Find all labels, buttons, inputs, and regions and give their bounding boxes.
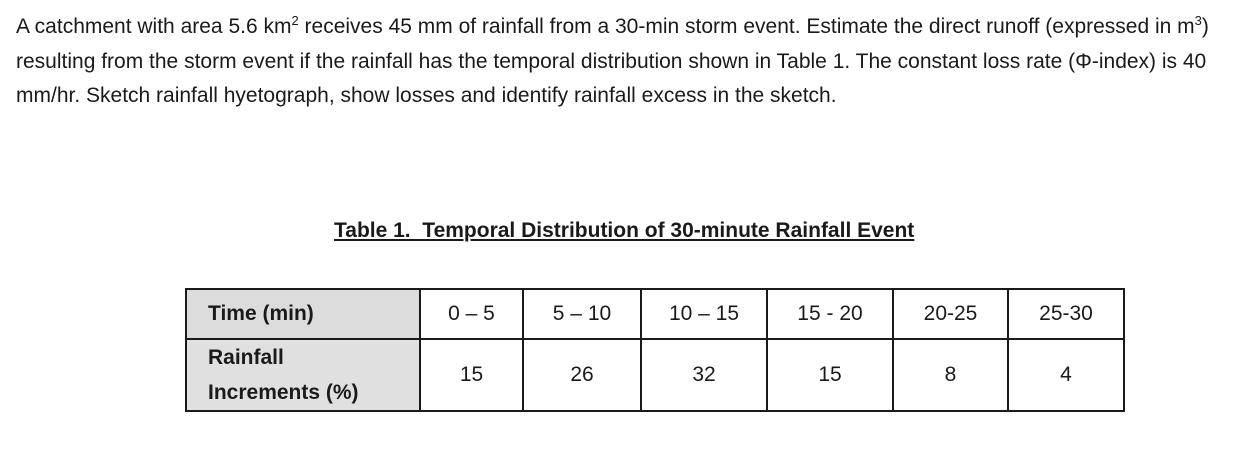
table-cell-time: 0 – 5 [420, 289, 523, 339]
rainfall-distribution-table [185, 288, 1125, 412]
problem-text-part3: ) resulting from the storm event if the rainfall has the temporal distribution shown in Table 1. The constant loss rate (Φ-index) is 40 mm/hr. Sketch rainfall hyetograph, show losses and identify rainfall excess in the sketch. [16, 15, 1209, 107]
table-cell-rainfall: 4 [1008, 339, 1124, 411]
superscript-squared: 2 [291, 13, 299, 28]
row-header-rainfall [186, 339, 420, 411]
table-cell-time: 10 – 15 [641, 289, 767, 339]
table-cell-time: 5 – 10 [523, 289, 641, 339]
problem-statement [16, 10, 1238, 114]
table-cell-rainfall: 26 [523, 339, 641, 411]
problem-text-part1: A catchment with area 5.6 km [16, 15, 292, 38]
table-cell-rainfall: 15 [420, 339, 523, 411]
table-row-time [186, 289, 1124, 339]
table-cell-time: 25-30 [1008, 289, 1124, 339]
table-cell-rainfall: 32 [641, 339, 767, 411]
superscript-cubed: 3 [1194, 13, 1202, 28]
table-title: Table 1. Temporal Distribution of 30-minute Rainfall Event [334, 219, 915, 242]
table-cell-time: 20-25 [893, 289, 1008, 339]
table-cell-rainfall: 15 [767, 339, 893, 411]
row-header-rainfall-line2: Increments (%) [208, 381, 359, 404]
row-header-rainfall-line1: Rainfall [208, 346, 284, 369]
table-cell-rainfall: 8 [893, 339, 1008, 411]
row-header-time: Time (min) [186, 289, 420, 339]
table-row-rainfall [186, 339, 1124, 411]
table-cell-time: 15 - 20 [767, 289, 893, 339]
problem-text-part2: receives 45 mm of rainfall from a 30-min storm event. Estimate the direct runoff (expressed in m [298, 15, 1195, 38]
